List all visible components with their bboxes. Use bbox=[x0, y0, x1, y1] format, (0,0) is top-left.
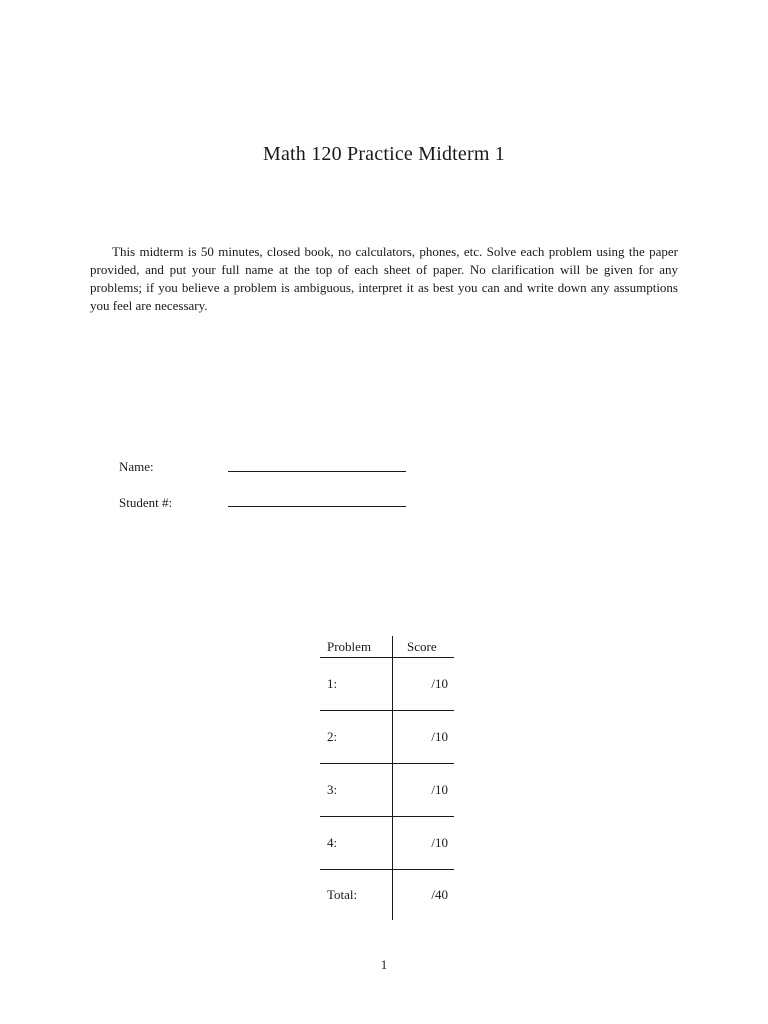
total-row bbox=[320, 870, 454, 921]
score-cell: /10 bbox=[393, 711, 455, 764]
score-table bbox=[320, 636, 454, 920]
table-row bbox=[320, 817, 454, 870]
name-blank-line bbox=[228, 471, 406, 472]
problem-cell: 2: bbox=[320, 711, 393, 764]
problem-cell: 3: bbox=[320, 764, 393, 817]
score-cell: /10 bbox=[393, 817, 455, 870]
problem-column-header: Problem bbox=[320, 636, 393, 658]
student-number-blank-line bbox=[228, 506, 406, 507]
table-row bbox=[320, 764, 454, 817]
total-label-cell: Total: bbox=[320, 870, 393, 921]
page-title: Math 120 Practice Midterm 1 bbox=[262, 143, 505, 165]
table-row bbox=[320, 711, 454, 764]
problem-cell: 1: bbox=[320, 658, 393, 711]
problem-cell: 4: bbox=[320, 817, 393, 870]
score-column-header: Score bbox=[393, 636, 455, 658]
page-number: 1 bbox=[380, 957, 388, 972]
instructions-paragraph: This midterm is 50 minutes, closed book, no calculators, phones, etc. Solve each problem using the paper provided, and put your full name at the top of each sheet of paper. No clarification will be given for any problems; if you believe a problem is ambiguous, interpret it as best you can and write down any assumptions you feel are necessary. bbox=[90, 244, 678, 313]
score-cell: /10 bbox=[393, 658, 455, 711]
table-row bbox=[320, 658, 454, 711]
score-cell: /10 bbox=[393, 764, 455, 817]
student-number-label: Student #: bbox=[119, 495, 173, 510]
score-table-header-row bbox=[320, 636, 454, 658]
total-score-cell: /40 bbox=[431, 887, 448, 902]
name-label: Name: bbox=[119, 459, 154, 474]
